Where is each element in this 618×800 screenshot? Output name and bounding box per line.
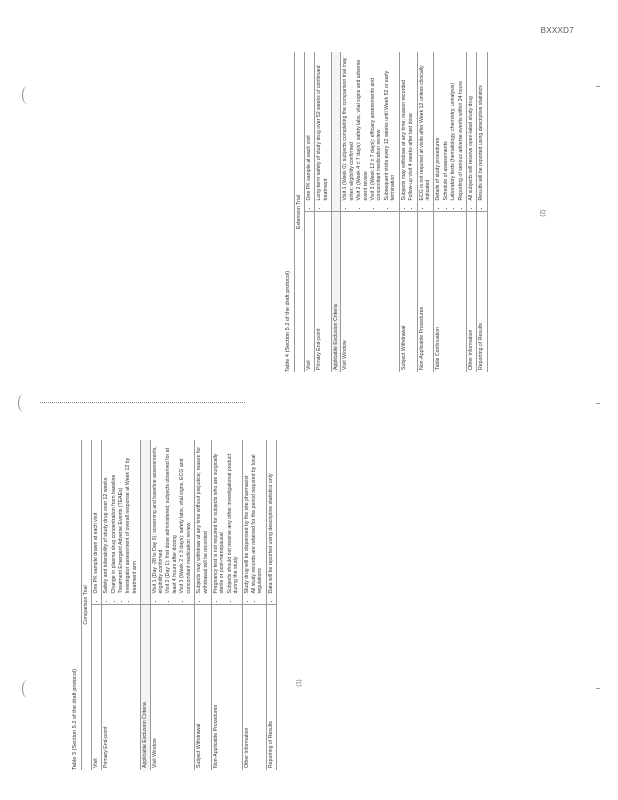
edge-tick <box>596 86 600 87</box>
list-item: • Visit 3 (Week 12 ± 7 days): efficacy assessments and concomitant medication review <box>370 54 383 201</box>
page-divider <box>40 402 245 403</box>
bullet-list <box>468 54 474 210</box>
row-label: Applicable Exclusion Criteria <box>332 212 341 372</box>
row-label: Visit Window <box>150 605 194 770</box>
row-content <box>141 440 150 605</box>
table-row <box>477 52 487 372</box>
edge-tick <box>596 403 600 404</box>
list-item: • Reporting of serious adverse events within 24 hours <box>458 54 464 201</box>
row-content <box>417 52 434 212</box>
row-label: Primary End-point <box>315 212 332 372</box>
row-label: Applicable Exclusion Criteria <box>141 605 150 770</box>
table-row <box>242 440 266 770</box>
bullet-list <box>306 54 312 210</box>
row-content <box>477 52 487 212</box>
row-content <box>399 52 417 212</box>
table-caption: Table 4 (Section 5.2 of the draft protocol) <box>285 270 291 372</box>
table-row <box>341 52 399 372</box>
bullet-list <box>213 442 240 603</box>
table-row <box>102 440 141 770</box>
list-item: • One PK sample drawn at each visit <box>93 442 99 594</box>
list-item: • Long-term safety of study drug over 52 weeks of continued treatment <box>316 54 329 201</box>
bullet-list <box>316 54 329 210</box>
list-item: • Follow-up visit 4 weeks after last dose <box>408 54 414 201</box>
table-row <box>332 52 341 372</box>
row-content <box>102 440 141 605</box>
table-row <box>466 52 476 372</box>
list-item: • Safety and tolerability of study drug over 12 weeks <box>103 442 109 594</box>
punch-hole-mark <box>22 680 33 698</box>
list-item: • Visit 2 (Week 4 ± 7 days): safety labs, vital signs and adverse event review <box>356 54 369 201</box>
table-row <box>91 440 101 770</box>
row-content <box>242 440 266 605</box>
list-item: • Subsequent visits every 12 weeks until Week 52 or early termination <box>384 54 397 201</box>
table-row <box>141 440 150 770</box>
list-item: • All study records are retained for the period required by local regulations <box>251 442 264 594</box>
punch-hole-mark <box>22 86 33 104</box>
list-item: • Visit 3 (Week 2 ± 3 days): safety labs, vital signs, ECG and concomitant medication review <box>179 442 192 594</box>
protocol-table <box>81 440 277 770</box>
page-number: (2) <box>540 209 547 217</box>
row-label: Primary End-point <box>102 605 141 770</box>
list-item: • Details of study procedures <box>435 54 441 201</box>
row-content <box>150 440 194 605</box>
row-label: Reporting of Results <box>266 605 276 770</box>
row-label: Visit Window <box>341 212 399 372</box>
bullet-list <box>435 54 464 210</box>
bullet-list <box>419 54 432 210</box>
list-item: • Change in plasma drug concentration from baseline <box>111 442 117 594</box>
list-item: • Study drug will be dispensed by the site pharmacist <box>244 442 250 594</box>
edge-tick <box>596 688 600 689</box>
row-label: Visit <box>304 212 314 372</box>
row-label: Table Continuation <box>434 212 467 372</box>
table-row <box>150 440 194 770</box>
row-label: Other Information <box>466 212 476 372</box>
table-row <box>315 52 332 372</box>
row-label: Subject Withdrawal <box>399 212 417 372</box>
row-content <box>341 52 399 212</box>
table-row <box>195 440 212 770</box>
row-content <box>315 52 332 212</box>
bullet-list <box>152 442 192 603</box>
row-content <box>332 52 341 212</box>
list-item: • Schedule of assessments <box>443 54 449 201</box>
list-item: • Pregnancy test is not required for subjects who are surgically sterile or post-menopausal <box>213 442 226 594</box>
protocol-table <box>294 52 487 372</box>
table-row <box>434 52 467 372</box>
table-caption: Table 3 (Section 5.2 of the draft protocol) <box>72 668 78 770</box>
table-row <box>304 52 314 372</box>
bullet-list <box>93 442 99 603</box>
table-row <box>399 52 417 372</box>
bullet-list <box>268 442 274 603</box>
row-label: Other Information <box>242 605 266 770</box>
bullet-list <box>103 442 138 603</box>
bullet-list <box>196 442 209 603</box>
punch-hole-mark <box>18 394 29 412</box>
table-row <box>266 440 276 770</box>
list-item: • Results will be reported using descriptive statistics <box>478 54 484 201</box>
list-item: • Subjects should not receive any other investigational product during the study <box>227 442 240 594</box>
row-label: Reporting of Results <box>477 212 487 372</box>
bullet-list <box>478 54 484 210</box>
list-item: • Data will be reported using descriptive statistics only <box>268 442 274 594</box>
row-label: Visit <box>91 605 101 770</box>
row-content <box>266 440 276 605</box>
bullet-list <box>244 442 264 603</box>
row-content <box>195 440 212 605</box>
row-content <box>434 52 467 212</box>
page-number: (1) <box>296 679 303 687</box>
table-row <box>211 440 242 770</box>
row-content <box>211 440 242 605</box>
row-label: Subject Withdrawal <box>195 605 212 770</box>
right-page-table <box>285 52 575 372</box>
table-row <box>417 52 434 372</box>
list-item: • Subjects may withdraw at any time; reason recorded <box>401 54 407 201</box>
column-header: Extension Trial <box>295 52 304 372</box>
bullet-list <box>342 54 396 210</box>
list-item: • ECG is not required at visits after Week 12 unless clinically indicated <box>419 54 432 201</box>
list-item: • All subjects will receive open-label study drug <box>468 54 474 201</box>
list-item: • Visit 1 (Week 0): subjects completing the comparison trial may enter; eligibility confirmed <box>342 54 355 201</box>
list-item: • Treatment Emergent Adverse Events (TEAEs) <box>118 442 124 594</box>
document-id: BXXXD7 <box>540 26 574 35</box>
row-content <box>466 52 476 212</box>
row-content <box>304 52 314 212</box>
left-page-table <box>72 440 292 770</box>
list-item: • Laboratory tests (hematology, chemistry, urinalysis) <box>450 54 456 201</box>
list-item: • One PK sample at each visit <box>306 54 312 201</box>
list-item: • Investigator assessment of overall response at Week 12 by treatment arm <box>125 442 138 594</box>
column-header: Comparison Trial <box>82 440 91 770</box>
row-label: Non-Applicable Procedures <box>211 605 242 770</box>
row-content <box>91 440 101 605</box>
list-item: • Visit 2 (Day 1): first dose administered; subjects observed for at least 4 hours after dosing <box>165 442 178 594</box>
list-item: • Subjects may withdraw at any time without prejudice; reason for withdrawal will be recorded <box>196 442 209 594</box>
row-label: Non-Applicable Procedures <box>417 212 434 372</box>
list-item: • Visit 1 (Day -28 to Day 0): screening and baseline assessments, eligibility confirmed <box>152 442 165 594</box>
bullet-list <box>401 54 415 210</box>
